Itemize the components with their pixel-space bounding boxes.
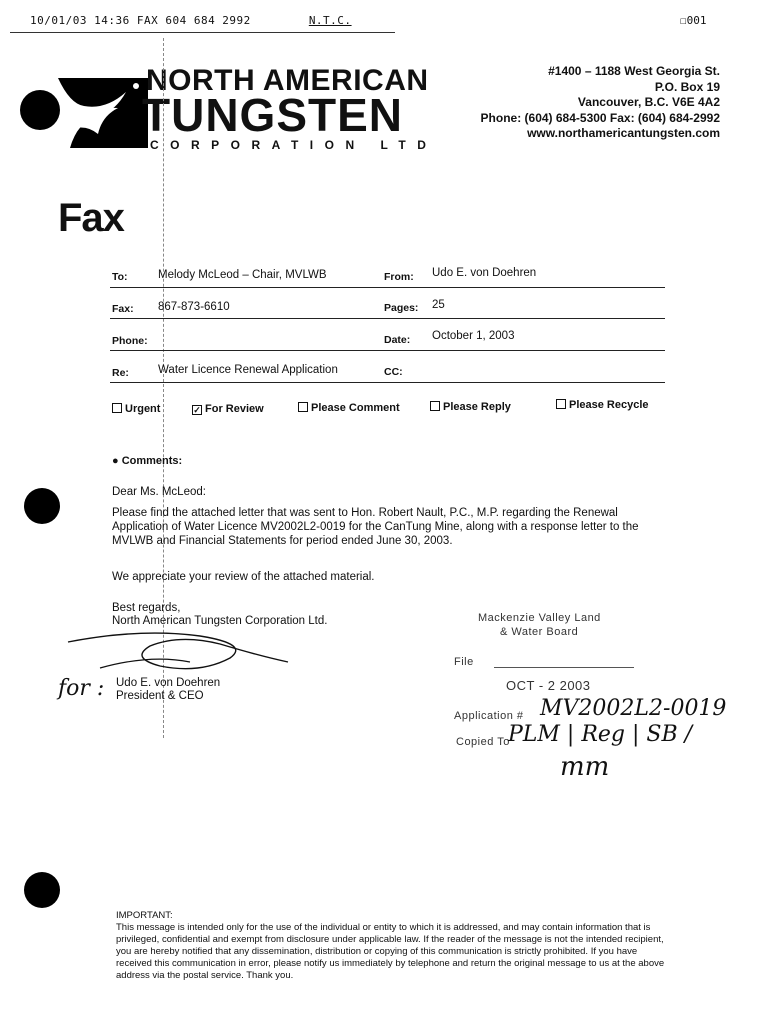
company-logo-icon: [18, 70, 150, 150]
header-rule: [10, 32, 395, 33]
sender-tag: N.T.C.: [308, 14, 352, 27]
fax-stamp: 10/01/03 14:36 FAX 604 684 2992: [30, 14, 251, 27]
date-value: October 1, 2003: [432, 330, 515, 342]
checkbox-label: Please Comment: [311, 402, 400, 414]
pages-label: Pages:: [384, 302, 419, 314]
checkbox-please-reply[interactable]: [430, 401, 511, 413]
stamp-initials: mm: [560, 752, 610, 782]
stamp-copied-label: Copied To: [456, 736, 510, 748]
checkbox-box: [298, 402, 308, 412]
notice-text: This message is intended only for the use of the individual or entity to which it is addressed, and may contain information that is privileged, confidential and exempt from disclosure under applicable law. If the reader of the message is not the intended recipient, you are hereby notified that any dissemination, distribution or copying of this communication is strictly prohibited. If you have received this communication in error, please notify us immediately by telephone and return the original message to us at the above address via the postal service. Thank you.: [116, 922, 665, 981]
notice-heading: IMPORTANT:: [116, 910, 173, 921]
punch-hole: [24, 488, 60, 524]
re-label: Re:: [112, 367, 129, 379]
stamp-date: OCT - 2 2003: [506, 678, 591, 693]
checkbox-for-review[interactable]: [192, 403, 264, 415]
company-address: [481, 64, 720, 142]
address-line: www.northamericantungsten.com: [527, 126, 720, 140]
stamp-application-value: MV2002L2-0019: [540, 696, 727, 721]
to-label: To:: [112, 271, 128, 283]
checkbox-urgent[interactable]: [112, 403, 160, 415]
checkbox-box: [112, 403, 122, 413]
company-name-line3: CORPORATION LTD: [150, 138, 438, 152]
address-line: #1400 – 1188 West Georgia St.: [548, 64, 720, 78]
row-divider: [110, 350, 665, 351]
address-line: Vancouver, B.C. V6E 4A2: [577, 95, 720, 109]
company-name-line2: TUNGSTEN: [142, 89, 403, 141]
stamp-file-label: File: [454, 656, 474, 668]
fax-transmission-header: [30, 14, 352, 27]
re-value: Water Licence Renewal Application: [158, 364, 338, 376]
stamp-application-label: Application #: [454, 710, 524, 722]
checkbox-checked-box: ✓: [193, 405, 201, 415]
fax-label: Fax:: [112, 303, 134, 315]
company-name-line1: NORTH AMERICAN: [146, 64, 429, 97]
checkbox-box: [556, 399, 566, 409]
comments-label: ● Comments:: [112, 455, 183, 467]
stamp-copied-value: PLM | Reg | SB /: [508, 722, 693, 747]
fax-page-number: ☐001: [680, 14, 707, 27]
row-divider: [110, 287, 665, 288]
stamp-line: & Water Board: [500, 626, 579, 638]
phone-label: Phone:: [112, 335, 148, 347]
date-label: Date:: [384, 334, 411, 346]
fax-value: 867-873-6610: [158, 301, 230, 313]
pages-value: 25: [432, 299, 445, 311]
checkbox-label: Urgent: [125, 403, 161, 415]
signatory-title: President & CEO: [116, 690, 204, 702]
letter-paragraph: We appreciate your review of the attached material.: [112, 571, 375, 583]
punch-hole: [24, 872, 60, 908]
to-value: Melody McLeod – Chair, MVLWB: [158, 269, 327, 281]
checkbox-label: For Review: [205, 403, 264, 415]
closing-company: North American Tungsten Corporation Ltd.: [112, 615, 328, 627]
from-label: From:: [384, 271, 414, 283]
stamp-line: Mackenzie Valley Land: [478, 612, 601, 624]
row-divider: [110, 318, 665, 319]
checkbox-please-comment[interactable]: [298, 402, 400, 414]
for-note: for :: [58, 676, 105, 701]
confidentiality-notice: [116, 910, 671, 982]
signatory-name: Udo E. von Doehren: [116, 677, 221, 689]
stamp-file-line: [494, 667, 634, 668]
letter-paragraph: Please find the attached letter that was sent to Hon. Robert Nault, P.C., M.P. regarding the Renewal Application of Water Licence MV2002L2-0019 for the CanTung Mine, along with a response letter to the MVLWB and Financial Statements for period ended June 30, 2003.: [112, 507, 639, 547]
page-title: Fax: [58, 196, 124, 240]
closing: Best regards,: [112, 602, 181, 614]
cc-label: CC:: [384, 366, 403, 378]
address-line: P.O. Box 19: [654, 79, 720, 94]
row-divider: [110, 382, 665, 383]
checkbox-label: Please Recycle: [569, 399, 649, 411]
address-line: Phone: (604) 684-5300 Fax: (604) 684-2992: [480, 110, 720, 125]
salutation: Dear Ms. McLeod:: [112, 486, 206, 498]
checkbox-box: [430, 401, 440, 411]
checkbox-label: Please Reply: [443, 401, 511, 413]
checkbox-please-recycle[interactable]: [556, 399, 649, 411]
from-value: Udo E. von Doehren: [432, 267, 537, 279]
